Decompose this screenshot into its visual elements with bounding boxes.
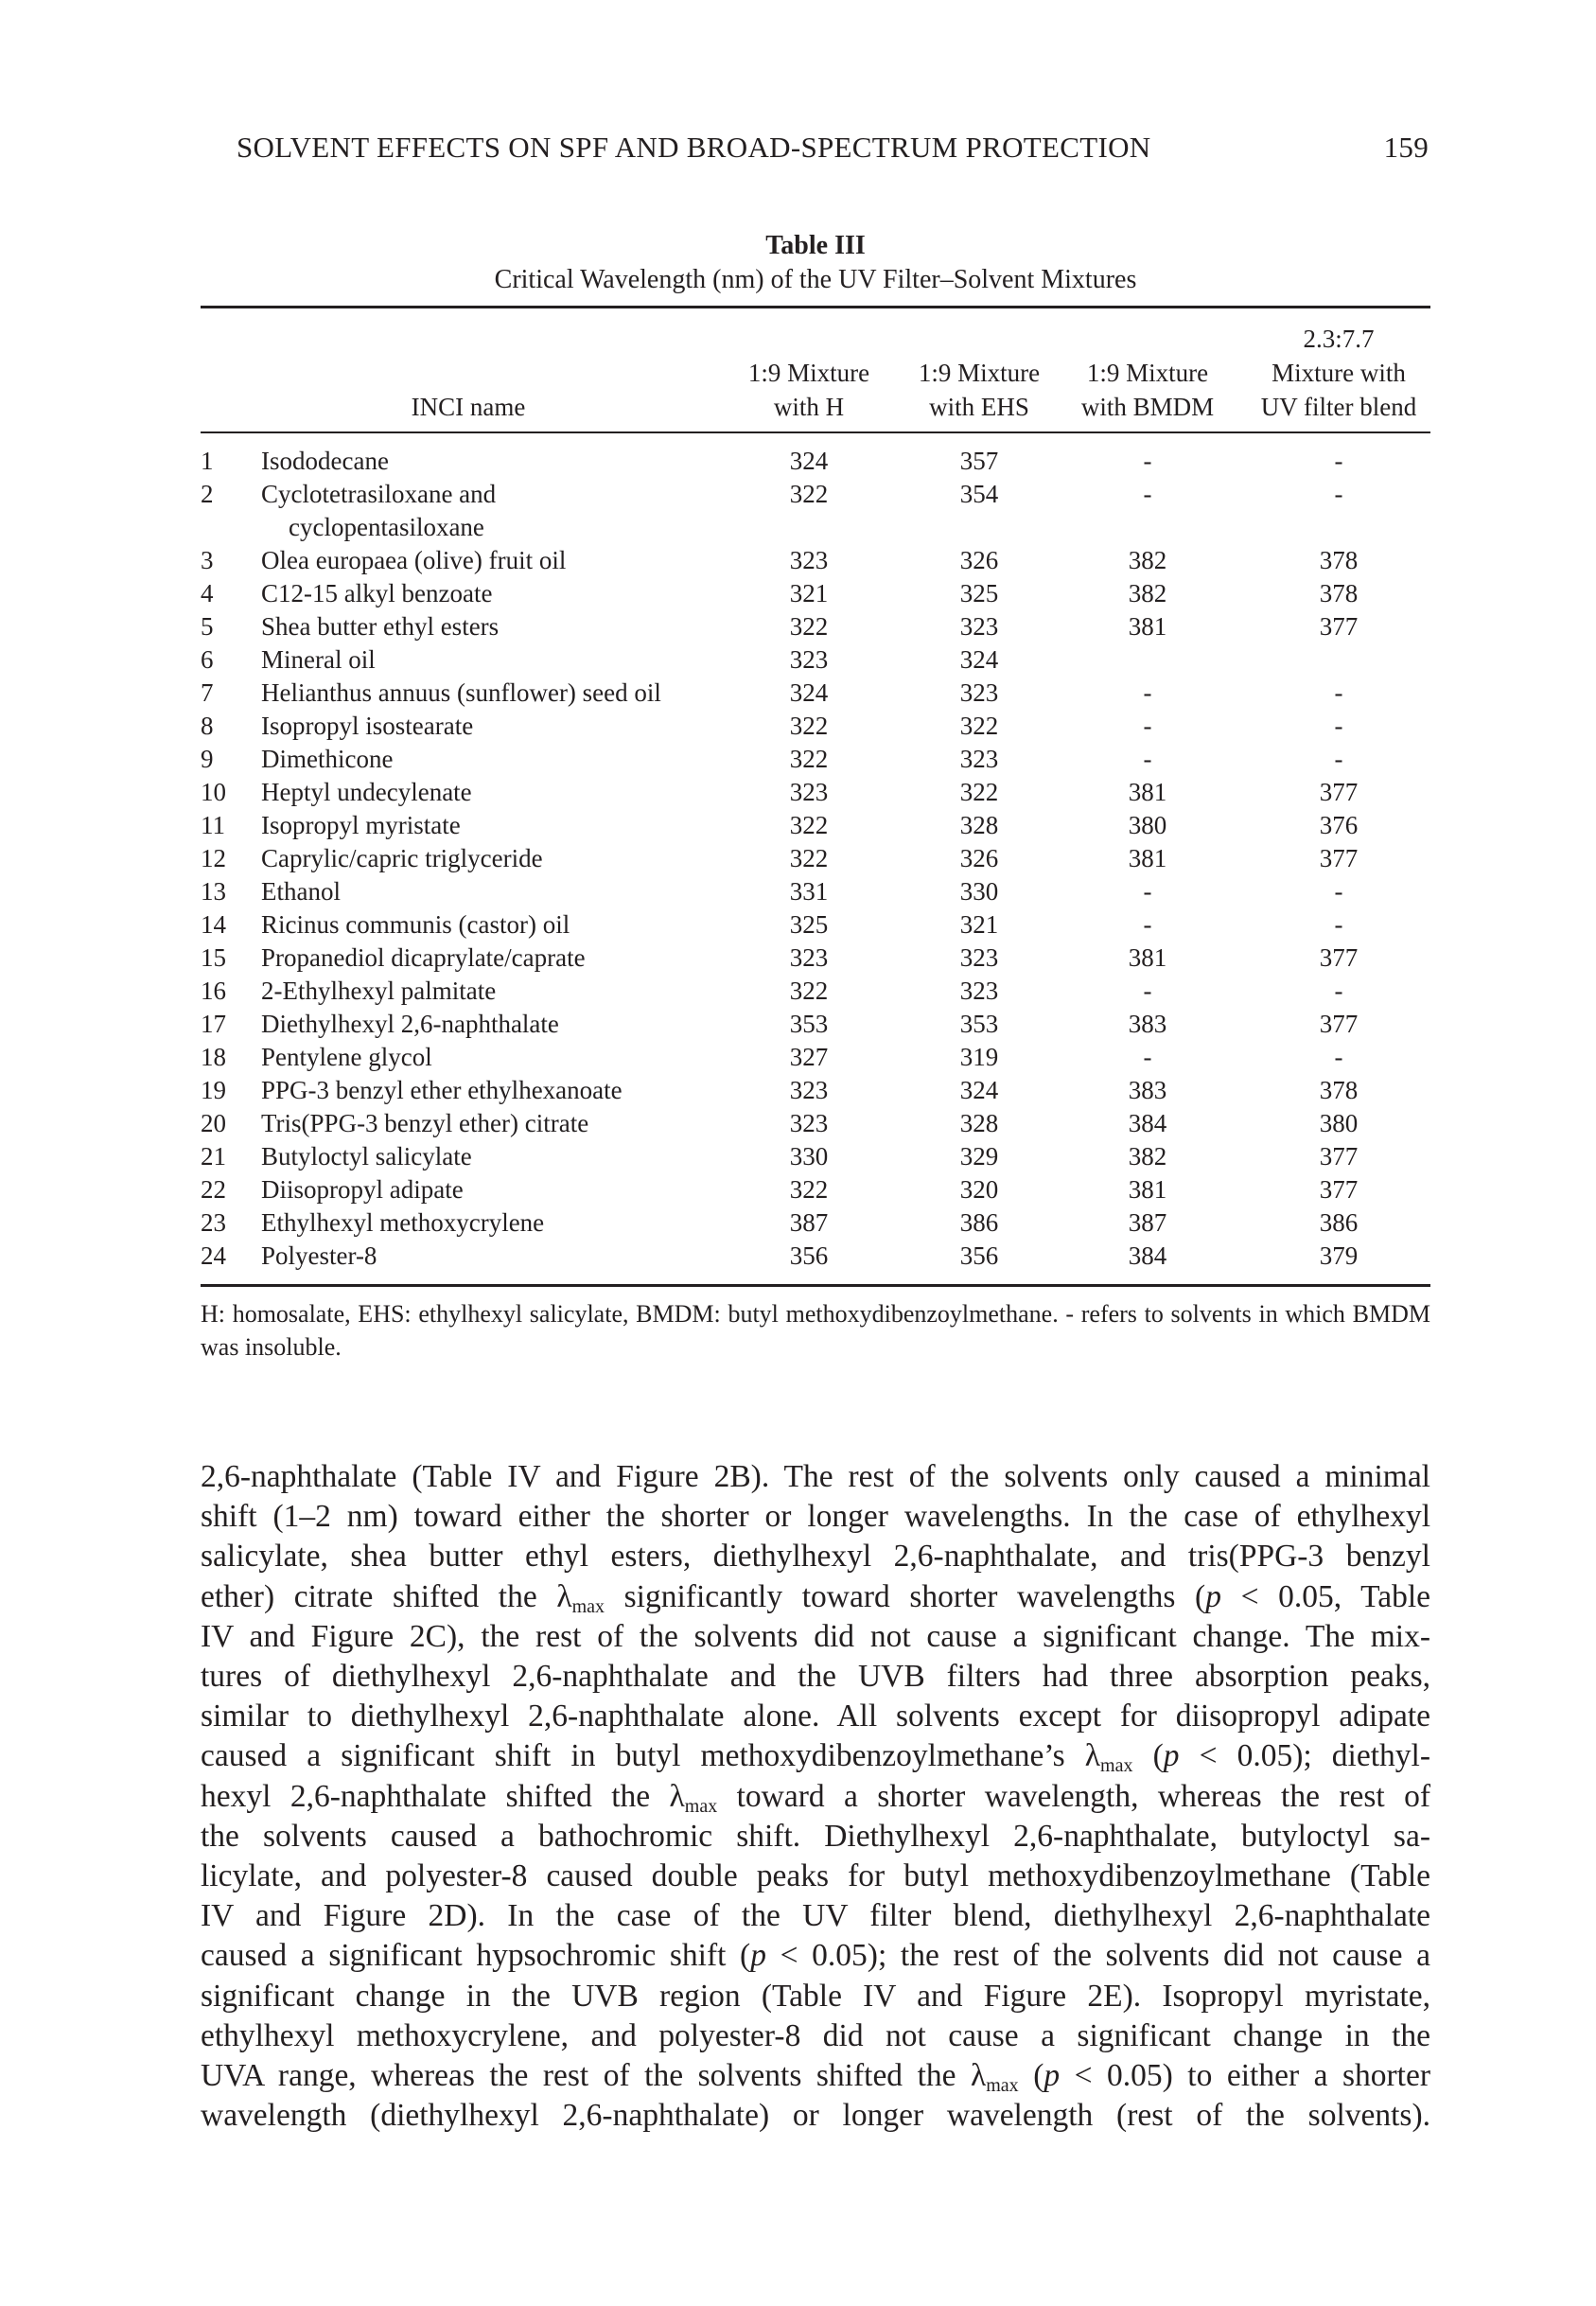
body-line: [201, 1657, 1430, 1697]
inci-name: Helianthus annuus (sunflower) seed oil: [261, 678, 661, 707]
text-run: IV and Figure 2D). In the case of the UV filter blend, diethylhexyl 2,6-naphthalate: [201, 1898, 1430, 1934]
header-bmdm-line-2: with BMDM: [1080, 393, 1215, 421]
inci-name-continued: cyclopentasiloxane: [289, 513, 484, 541]
table-row: [201, 546, 1430, 579]
text-run: < 0.05); the rest of the solvents did not cause a: [765, 1938, 1430, 1974]
inci-name: Propanediol dicaprylate/caprate: [261, 943, 586, 972]
table-row: [201, 612, 1430, 645]
value-ehs: 324: [959, 1076, 999, 1104]
row-number: 21: [201, 1142, 226, 1171]
value-bmdm: -: [1143, 910, 1152, 939]
value-blend: 378: [1319, 546, 1359, 574]
table-row: [201, 712, 1430, 745]
value-h: 322: [789, 712, 829, 740]
table-row: [201, 1175, 1430, 1208]
value-h: 322: [789, 844, 829, 872]
page-number: 159: [1383, 131, 1429, 164]
body-line: [201, 1617, 1430, 1657]
value-h: 356: [789, 1241, 829, 1270]
value-bmdm: 384: [1128, 1109, 1167, 1137]
text-run: caused a significant hypsochromic shift (: [201, 1938, 751, 1974]
value-blend: -: [1334, 745, 1343, 773]
row-number: 16: [201, 977, 226, 1005]
inci-name: C12-15 alkyl benzoate: [261, 579, 493, 607]
value-ehs: 323: [959, 977, 999, 1005]
value-h: 324: [789, 447, 829, 475]
value-h: 330: [789, 1142, 829, 1171]
header-h-line-2: with H: [773, 393, 845, 421]
text-run: toward a shorter wavelength, whereas the rest of: [717, 1778, 1431, 1814]
text-run: shift (1–2 nm) toward either the shorter or longer wavelengths. In the case of ethylhexyl: [201, 1499, 1430, 1535]
inci-name: Olea europaea (olive) fruit oil: [261, 546, 567, 574]
value-ehs: 323: [959, 943, 999, 972]
value-h: 325: [789, 910, 829, 939]
value-h: 322: [789, 745, 829, 773]
value-ehs: 322: [959, 778, 999, 806]
table-row: [201, 745, 1430, 778]
value-blend: 378: [1319, 1076, 1359, 1104]
value-ehs: 326: [959, 844, 999, 872]
body-line: [201, 1497, 1430, 1537]
table-row: [201, 877, 1430, 910]
value-h: 323: [789, 645, 829, 674]
text-run: 2,6-naphthalate (Table IV and Figure 2B). The rest of the solvents only caused a minimal: [201, 1459, 1430, 1494]
value-ehs: 320: [959, 1175, 999, 1204]
italic-p: p: [1044, 2058, 1061, 2094]
value-h: 327: [789, 1043, 829, 1071]
body-paragraph: [201, 1457, 1430, 2136]
value-bmdm: 382: [1128, 579, 1167, 607]
inci-name: Butyloctyl salicylate: [261, 1142, 472, 1171]
value-ehs: 321: [959, 910, 999, 939]
header-ehs-line-1: 1:9 Mixture: [918, 359, 1041, 387]
header-uv-filter-blend: [1239, 322, 1438, 424]
row-number: 7: [201, 678, 214, 707]
value-ehs: 325: [959, 579, 999, 607]
value-h: 321: [789, 579, 829, 607]
italic-p: p: [750, 1938, 766, 1974]
row-number: 19: [201, 1076, 226, 1104]
inci-name: Diethylhexyl 2,6-naphthalate: [261, 1010, 559, 1038]
value-bmdm: 382: [1128, 1142, 1167, 1171]
value-bmdm: 382: [1128, 546, 1167, 574]
table-row: [201, 1142, 1430, 1175]
row-number: 15: [201, 943, 226, 972]
table-row: [201, 1109, 1430, 1142]
value-ehs: 322: [959, 712, 999, 740]
value-ehs: 357: [959, 447, 999, 475]
value-bmdm: 381: [1128, 612, 1167, 641]
subscript: max: [986, 2075, 1019, 2097]
text-run: < 0.05) to either a shorter: [1060, 2058, 1431, 2094]
value-bmdm: -: [1143, 877, 1152, 906]
value-blend: 377: [1319, 1142, 1359, 1171]
value-bmdm: 381: [1128, 844, 1167, 872]
value-bmdm: 384: [1128, 1241, 1167, 1270]
header-mixture-ehs: [889, 356, 1069, 424]
value-h: 322: [789, 811, 829, 839]
value-blend: 377: [1319, 1010, 1359, 1038]
inci-name: Ricinus communis (castor) oil: [261, 910, 570, 939]
inci-name: Dimethicone: [261, 745, 394, 773]
value-ehs: 328: [959, 1109, 999, 1137]
value-blend: 380: [1319, 1109, 1359, 1137]
value-blend: -: [1334, 1043, 1343, 1071]
header-mixture-bmdm: [1058, 356, 1237, 424]
value-blend: 377: [1319, 612, 1359, 641]
row-number: 8: [201, 712, 214, 740]
text-run: IV and Figure 2C), the rest of the solvents did not cause a significant change. The mix-: [201, 1618, 1430, 1654]
value-bmdm: 381: [1128, 943, 1167, 972]
table-row: [201, 1010, 1430, 1043]
body-line: [201, 1697, 1430, 1736]
body-line: [201, 1777, 1430, 1817]
text-run: significant change in the UVB region (Table IV and Figure 2E). Isopropyl myristate,: [201, 1978, 1430, 2014]
value-ehs: 356: [959, 1241, 999, 1270]
subscript: max: [684, 1795, 718, 1817]
inci-name: Mineral oil: [261, 645, 376, 674]
row-number: 4: [201, 579, 214, 607]
value-blend: 386: [1319, 1208, 1359, 1237]
body-line: [201, 1577, 1430, 1617]
table-bottom-rule: [201, 1284, 1430, 1287]
header-h-line-1: 1:9 Mixture: [747, 359, 870, 387]
italic-p: p: [1163, 1738, 1180, 1774]
text-run: ether) citrate shifted the λ: [201, 1578, 572, 1614]
text-run: wavelength (diethylhexyl 2,6-naphthalate) or longer wavelength (rest of the solvents).: [201, 2098, 1430, 2134]
value-h: 322: [789, 612, 829, 641]
value-bmdm: -: [1143, 977, 1152, 1005]
value-h: 353: [789, 1010, 829, 1038]
table-body: [201, 447, 1430, 1275]
value-h: 324: [789, 678, 829, 707]
body-line: [201, 1896, 1430, 1936]
value-ehs: 328: [959, 811, 999, 839]
row-number: 20: [201, 1109, 226, 1137]
value-blend: 377: [1319, 778, 1359, 806]
value-ehs: 354: [959, 480, 999, 508]
value-h: 387: [789, 1208, 829, 1237]
row-number: 24: [201, 1241, 226, 1270]
table-row: [201, 1241, 1430, 1275]
table-row: [201, 447, 1430, 480]
value-bmdm: -: [1143, 745, 1152, 773]
value-blend: -: [1334, 480, 1343, 508]
value-ehs: 386: [959, 1208, 999, 1237]
value-blend: 377: [1319, 1175, 1359, 1204]
row-number: 9: [201, 745, 214, 773]
value-bmdm: -: [1143, 480, 1152, 508]
header-blend-line-2: Mixture with: [1272, 359, 1406, 387]
value-h: 322: [789, 1175, 829, 1204]
value-blend: 378: [1319, 579, 1359, 607]
table-row: [201, 1043, 1430, 1076]
header-inci-name: [345, 390, 591, 424]
inci-name: Ethylhexyl methoxycrylene: [261, 1208, 545, 1237]
value-bmdm: -: [1143, 678, 1152, 707]
value-ehs: 330: [959, 877, 999, 906]
inci-name: Diisopropyl adipate: [261, 1175, 464, 1204]
inci-name: Isododecane: [261, 447, 389, 475]
value-ehs: 323: [959, 745, 999, 773]
body-line: [201, 2016, 1430, 2056]
text-run: licylate, and polyester-8 caused double peaks for butyl methoxydibenzoylmethane (Table: [201, 1858, 1430, 1894]
row-number: 3: [201, 546, 214, 574]
value-h: 323: [789, 1076, 829, 1104]
value-bmdm: 381: [1128, 778, 1167, 806]
value-h: 323: [789, 1109, 829, 1137]
row-number: 17: [201, 1010, 226, 1038]
value-ehs: 324: [959, 645, 999, 674]
row-number: 13: [201, 877, 226, 906]
text-run: < 0.05); diethyl-: [1179, 1738, 1430, 1774]
table-top-rule: [201, 306, 1430, 308]
row-number: 1: [201, 447, 214, 475]
value-blend: -: [1334, 910, 1343, 939]
value-ehs: 323: [959, 678, 999, 707]
table-footnote: H: homosalate, EHS: ethylhexyl salicylate, BMDM: butyl methoxydibenzoylmethane. - refers to solvents in which BMDM was insoluble.: [201, 1300, 1430, 1361]
text-run: salicylate, shea butter ethyl esters, diethylhexyl 2,6-naphthalate, and tris(PPG-3 benzyl: [201, 1539, 1430, 1575]
text-run: similar to diethylhexyl 2,6-naphthalate alone. All solvents except for diisopropyl adipate: [201, 1699, 1430, 1734]
table-row: [201, 678, 1430, 712]
value-bmdm: 383: [1128, 1076, 1167, 1104]
table-row: [201, 844, 1430, 877]
table-title: Critical Wavelength (nm) of the UV Filter–Solvent Mixtures: [494, 265, 1137, 294]
inci-name: Pentylene glycol: [261, 1043, 432, 1071]
text-run: hexyl 2,6-naphthalate shifted the λ: [201, 1778, 685, 1814]
inci-name: Polyester-8: [261, 1241, 377, 1270]
value-h: 322: [789, 977, 829, 1005]
value-blend: 379: [1319, 1241, 1359, 1270]
inci-name: Cyclotetrasiloxane and: [261, 480, 497, 508]
value-blend: 376: [1319, 811, 1359, 839]
value-blend: -: [1334, 447, 1343, 475]
table-row: [201, 579, 1430, 612]
text-run: tures of diethylhexyl 2,6-naphthalate and the UVB filters had three absorption peaks,: [201, 1659, 1430, 1695]
table-row: [201, 977, 1430, 1010]
text-run: (: [1132, 1738, 1164, 1774]
value-ehs: 323: [959, 612, 999, 641]
value-h: 331: [789, 877, 829, 906]
inci-name: Shea butter ethyl esters: [261, 612, 500, 641]
text-run: the solvents caused a bathochromic shift. Diethylhexyl 2,6-naphthalate, butyloctyl sa-: [201, 1818, 1430, 1854]
value-ehs: 319: [959, 1043, 999, 1071]
table-row: [201, 943, 1430, 977]
body-line: [201, 2096, 1430, 2136]
value-blend: -: [1334, 877, 1343, 906]
value-h: 323: [789, 546, 829, 574]
inci-name: Ethanol: [261, 877, 341, 906]
table-row: [201, 811, 1430, 844]
text-run: (: [1018, 2058, 1044, 2094]
row-number: 5: [201, 612, 214, 641]
header-inci-text: INCI name: [411, 393, 526, 421]
value-bmdm: -: [1143, 1043, 1152, 1071]
header-blend-line-1: 2.3:7.7: [1303, 325, 1375, 353]
header-bmdm-line-1: 1:9 Mixture: [1086, 359, 1209, 387]
inci-name: Isopropyl myristate: [261, 811, 461, 839]
body-line: [201, 1457, 1430, 1497]
inci-name: PPG-3 benzyl ether ethylhexanoate: [261, 1076, 623, 1104]
value-blend: 377: [1319, 844, 1359, 872]
text-run: caused a significant shift in butyl methoxydibenzoylmethane’s λ: [201, 1738, 1101, 1774]
row-number: 12: [201, 844, 226, 872]
body-line: [201, 1857, 1430, 1896]
header-ehs-line-2: with EHS: [929, 393, 1029, 421]
value-blend: 377: [1319, 943, 1359, 972]
value-blend: -: [1334, 977, 1343, 1005]
body-line: [201, 1736, 1430, 1776]
row-number: 14: [201, 910, 226, 939]
table-row: [201, 480, 1430, 546]
value-bmdm: 380: [1128, 811, 1167, 839]
body-line: [201, 1977, 1430, 2016]
value-h: 322: [789, 480, 829, 508]
subscript: max: [1100, 1755, 1133, 1777]
text-run: UVA range, whereas the rest of the solvents shifted the λ: [201, 2058, 987, 2094]
body-line: [201, 1537, 1430, 1576]
value-bmdm: -: [1143, 712, 1152, 740]
value-bmdm: 381: [1128, 1175, 1167, 1204]
table-row: [201, 1076, 1430, 1109]
header-mixture-h: [719, 356, 899, 424]
header-blend-line-3: UV filter blend: [1260, 393, 1417, 421]
text-run: significantly toward shorter wavelengths (: [605, 1578, 1206, 1614]
value-blend: -: [1334, 712, 1343, 740]
text-run: < 0.05, Table: [1220, 1578, 1431, 1614]
table-row: [201, 910, 1430, 943]
text-run: ethylhexyl methoxycrylene, and polyester-8 did not cause a significant change in the: [201, 2017, 1430, 2053]
table-header-rule: [201, 431, 1430, 433]
value-ehs: 353: [959, 1010, 999, 1038]
subscript: max: [571, 1595, 605, 1617]
table-row: [201, 645, 1430, 678]
row-number: 18: [201, 1043, 226, 1071]
row-number: 10: [201, 778, 226, 806]
table-row: [201, 1208, 1430, 1241]
row-number: 22: [201, 1175, 226, 1204]
body-line: [201, 1817, 1430, 1857]
row-number: 11: [201, 811, 225, 839]
value-bmdm: 387: [1128, 1208, 1167, 1237]
value-h: 323: [789, 778, 829, 806]
italic-p: p: [1205, 1578, 1221, 1614]
inci-name: Isopropyl isostearate: [261, 712, 474, 740]
running-head-title: SOLVENT EFFECTS ON SPF AND BROAD-SPECTRUM PROTECTION: [237, 131, 1151, 164]
table-label: Table III: [765, 231, 866, 260]
value-ehs: 326: [959, 546, 999, 574]
value-ehs: 329: [959, 1142, 999, 1171]
body-line: [201, 1936, 1430, 1976]
body-line: [201, 2056, 1430, 2096]
table-row: [201, 778, 1430, 811]
inci-name: Caprylic/capric triglyceride: [261, 844, 543, 872]
inci-name: Tris(PPG-3 benzyl ether) citrate: [261, 1109, 589, 1137]
inci-name: Heptyl undecylenate: [261, 778, 472, 806]
inci-name: 2-Ethylhexyl palmitate: [261, 977, 497, 1005]
value-h: 323: [789, 943, 829, 972]
row-number: 6: [201, 645, 214, 674]
row-number: 23: [201, 1208, 226, 1237]
value-bmdm: 383: [1128, 1010, 1167, 1038]
value-bmdm: -: [1143, 447, 1152, 475]
value-blend: -: [1334, 678, 1343, 707]
row-number: 2: [201, 480, 214, 508]
